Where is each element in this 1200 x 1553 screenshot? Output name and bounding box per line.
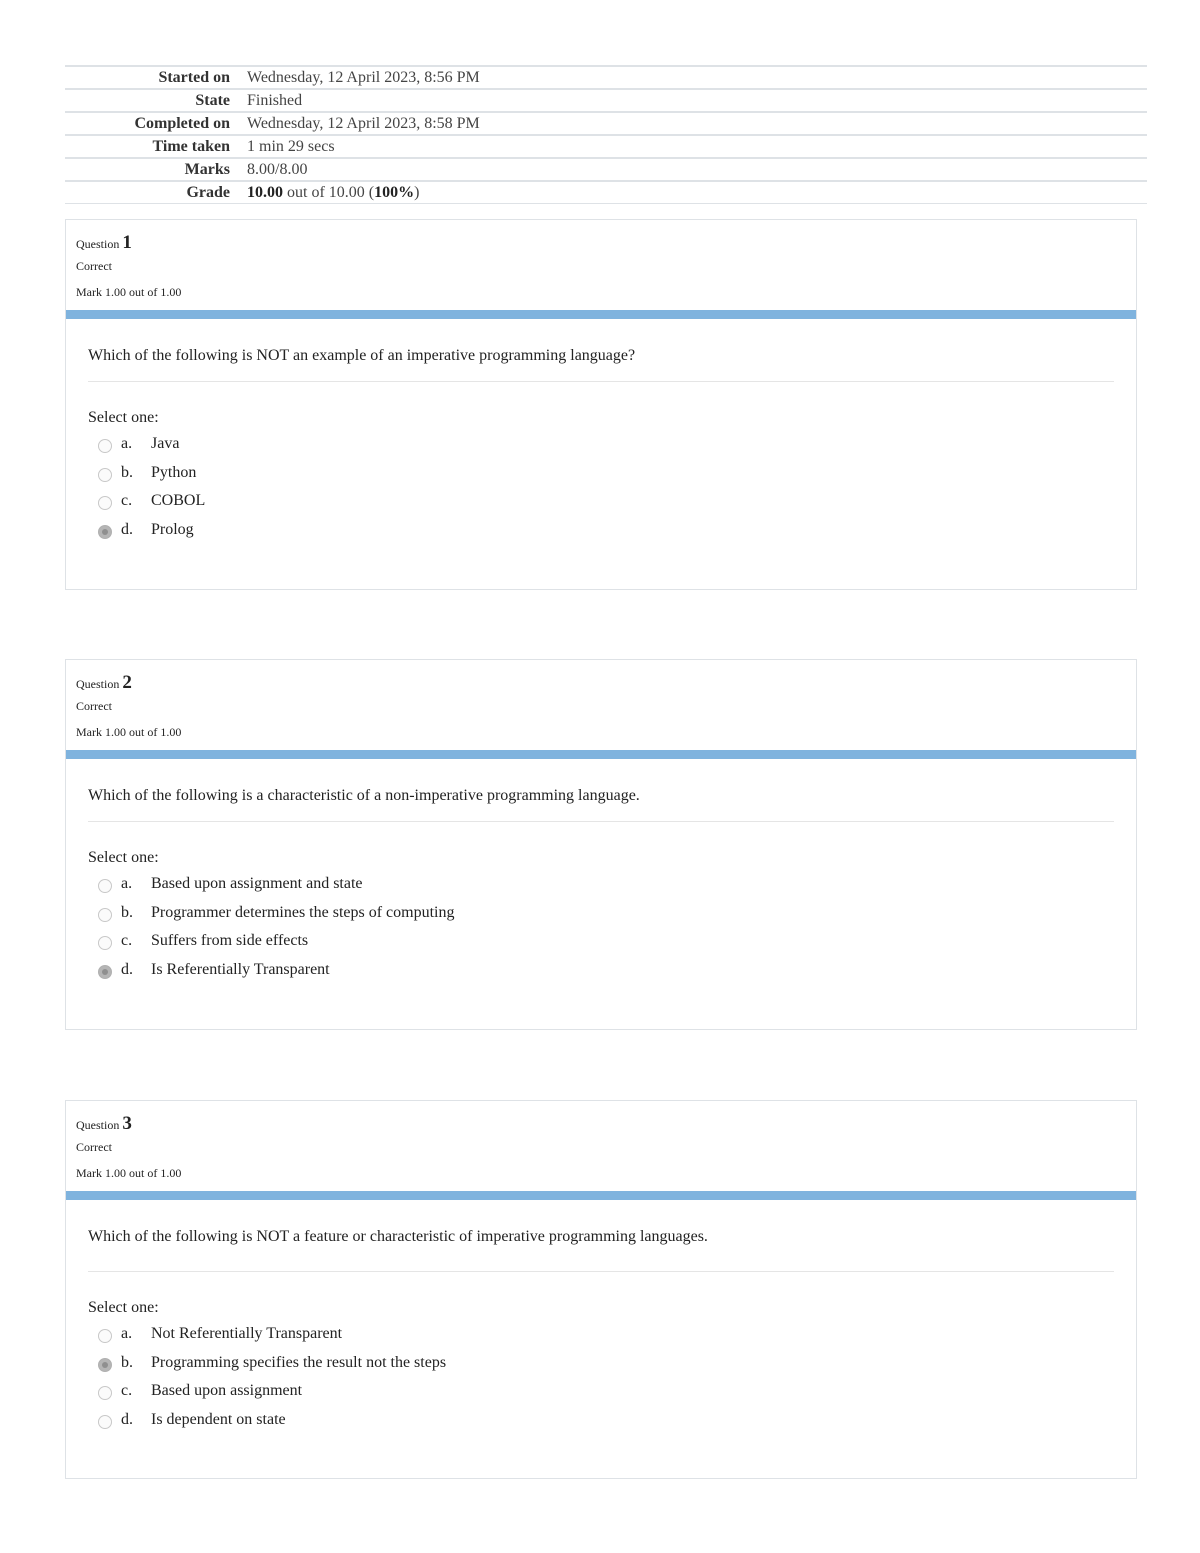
radio-button[interactable] [98, 439, 112, 453]
radio-button[interactable] [98, 1329, 112, 1343]
answer-list [88, 870, 1114, 984]
radio-button-selected[interactable] [98, 525, 112, 539]
answer-option-c[interactable] [88, 1377, 1114, 1406]
question-mark: Mark 1.00 out of 1.00 [76, 725, 182, 739]
question-number [76, 1101, 1126, 1133]
question-number-value: 1 [122, 232, 132, 253]
answer-text: Programmer determines the steps of computing [151, 903, 455, 921]
summary-value: 1 min 29 secs [247, 137, 335, 155]
summary-value: Wednesday, 12 April 2023, 8:58 PM [247, 114, 480, 132]
radio-button-selected[interactable] [98, 1358, 112, 1372]
summary-value: Finished [247, 91, 303, 109]
answer-text: Based upon assignment and state [151, 875, 363, 893]
answer-letter: d. [121, 520, 133, 538]
radio-button[interactable] [98, 496, 112, 510]
answer-text: Programming specifies the result not the steps [151, 1353, 447, 1371]
radio-button-selected[interactable] [98, 965, 112, 979]
summary-value [239, 181, 1147, 204]
question-divider-bar [66, 750, 1136, 759]
question-number [76, 660, 1126, 692]
question-label: Question [76, 677, 120, 691]
radio-button[interactable] [98, 936, 112, 950]
grade-out-of: out of 10.00 ( [283, 183, 375, 201]
answer-list [88, 1320, 1114, 1434]
answer-letter: b. [121, 463, 133, 481]
answer-option-d[interactable] [88, 956, 1114, 985]
question-divider-bar [66, 1191, 1136, 1200]
answer-option-c[interactable] [88, 927, 1114, 956]
attempt-summary-table [65, 65, 1147, 204]
answer-letter: a. [121, 1325, 133, 1343]
answer-option-a[interactable] [88, 870, 1114, 899]
answer-list [88, 430, 1114, 544]
summary-value: Wednesday, 12 April 2023, 8:56 PM [247, 68, 480, 86]
radio-button[interactable] [98, 1415, 112, 1429]
answer-text: Not Referentially Transparent [151, 1325, 343, 1343]
answer-text: Is dependent on state [151, 1410, 286, 1428]
grade-score: 10.00 [247, 183, 283, 201]
question-label: Question [76, 237, 120, 251]
question-state: Correct [76, 259, 112, 273]
question-3 [65, 1100, 1137, 1479]
answer-option-a[interactable] [88, 430, 1114, 459]
select-one-prompt: Select one: [88, 1299, 159, 1316]
question-text: Which of the following is NOT an example of an imperative programming language? [88, 347, 1114, 382]
summary-row-completed-on [65, 112, 1147, 135]
question-state: Correct [76, 1140, 112, 1154]
question-number-value: 2 [122, 672, 132, 693]
question-2 [65, 659, 1137, 1030]
summary-row-marks [65, 158, 1147, 181]
answer-letter: c. [121, 1382, 133, 1400]
answer-letter: d. [121, 960, 133, 978]
summary-row-grade [65, 181, 1147, 204]
summary-label: Grade [186, 183, 230, 201]
question-1 [65, 219, 1137, 590]
question-mark: Mark 1.00 out of 1.00 [76, 285, 182, 299]
answer-option-d[interactable] [88, 1406, 1114, 1435]
summary-row-state [65, 89, 1147, 112]
answer-letter: b. [121, 903, 133, 921]
radio-button[interactable] [98, 879, 112, 893]
answer-option-c[interactable] [88, 487, 1114, 516]
answer-letter: c. [121, 492, 133, 510]
answer-option-b[interactable] [88, 459, 1114, 488]
grade-close: ) [414, 183, 420, 201]
question-content [66, 319, 1136, 544]
select-one-prompt: Select one: [88, 409, 159, 426]
answer-text: Java [151, 435, 180, 453]
question-content [66, 759, 1136, 984]
answer-text: Based upon assignment [151, 1382, 303, 1400]
question-divider-bar [66, 310, 1136, 319]
answer-text: Is Referentially Transparent [151, 960, 330, 978]
answer-text: COBOL [151, 492, 206, 510]
question-info [66, 220, 1136, 310]
answer-letter: a. [121, 435, 133, 453]
question-state: Correct [76, 699, 112, 713]
answer-letter: c. [121, 932, 133, 950]
summary-label: Marks [184, 160, 230, 178]
summary-label: State [195, 91, 230, 109]
radio-button[interactable] [98, 908, 112, 922]
select-one-prompt: Select one: [88, 849, 159, 866]
question-info [66, 1101, 1136, 1191]
answer-option-d[interactable] [88, 516, 1114, 545]
answer-option-a[interactable] [88, 1320, 1114, 1349]
question-number-value: 3 [122, 1113, 132, 1134]
answer-text: Prolog [151, 520, 194, 538]
question-text: Which of the following is a characteristic of a non-imperative programming language. [88, 787, 1114, 822]
answer-letter: a. [121, 875, 133, 893]
radio-button[interactable] [98, 1386, 112, 1400]
summary-row-started-on [65, 66, 1147, 89]
answer-letter: d. [121, 1410, 133, 1428]
radio-button[interactable] [98, 468, 112, 482]
answer-letter: b. [121, 1353, 133, 1371]
summary-value: 8.00/8.00 [247, 160, 308, 178]
question-number [76, 220, 1126, 252]
grade-percent: 100% [374, 183, 415, 201]
question-text: Which of the following is NOT a feature or characteristic of imperative programming languages. [88, 1228, 1114, 1272]
question-content [66, 1200, 1136, 1434]
summary-row-time-taken [65, 135, 1147, 158]
answer-text: Suffers from side effects [151, 932, 309, 950]
question-mark: Mark 1.00 out of 1.00 [76, 1166, 182, 1180]
answer-text: Python [151, 463, 197, 481]
answer-option-b[interactable] [88, 899, 1114, 928]
summary-label: Time taken [152, 137, 230, 155]
summary-label: Completed on [134, 114, 230, 132]
question-info [66, 660, 1136, 750]
answer-option-b[interactable] [88, 1349, 1114, 1378]
summary-label: Started on [158, 68, 230, 86]
question-label: Question [76, 1118, 120, 1132]
